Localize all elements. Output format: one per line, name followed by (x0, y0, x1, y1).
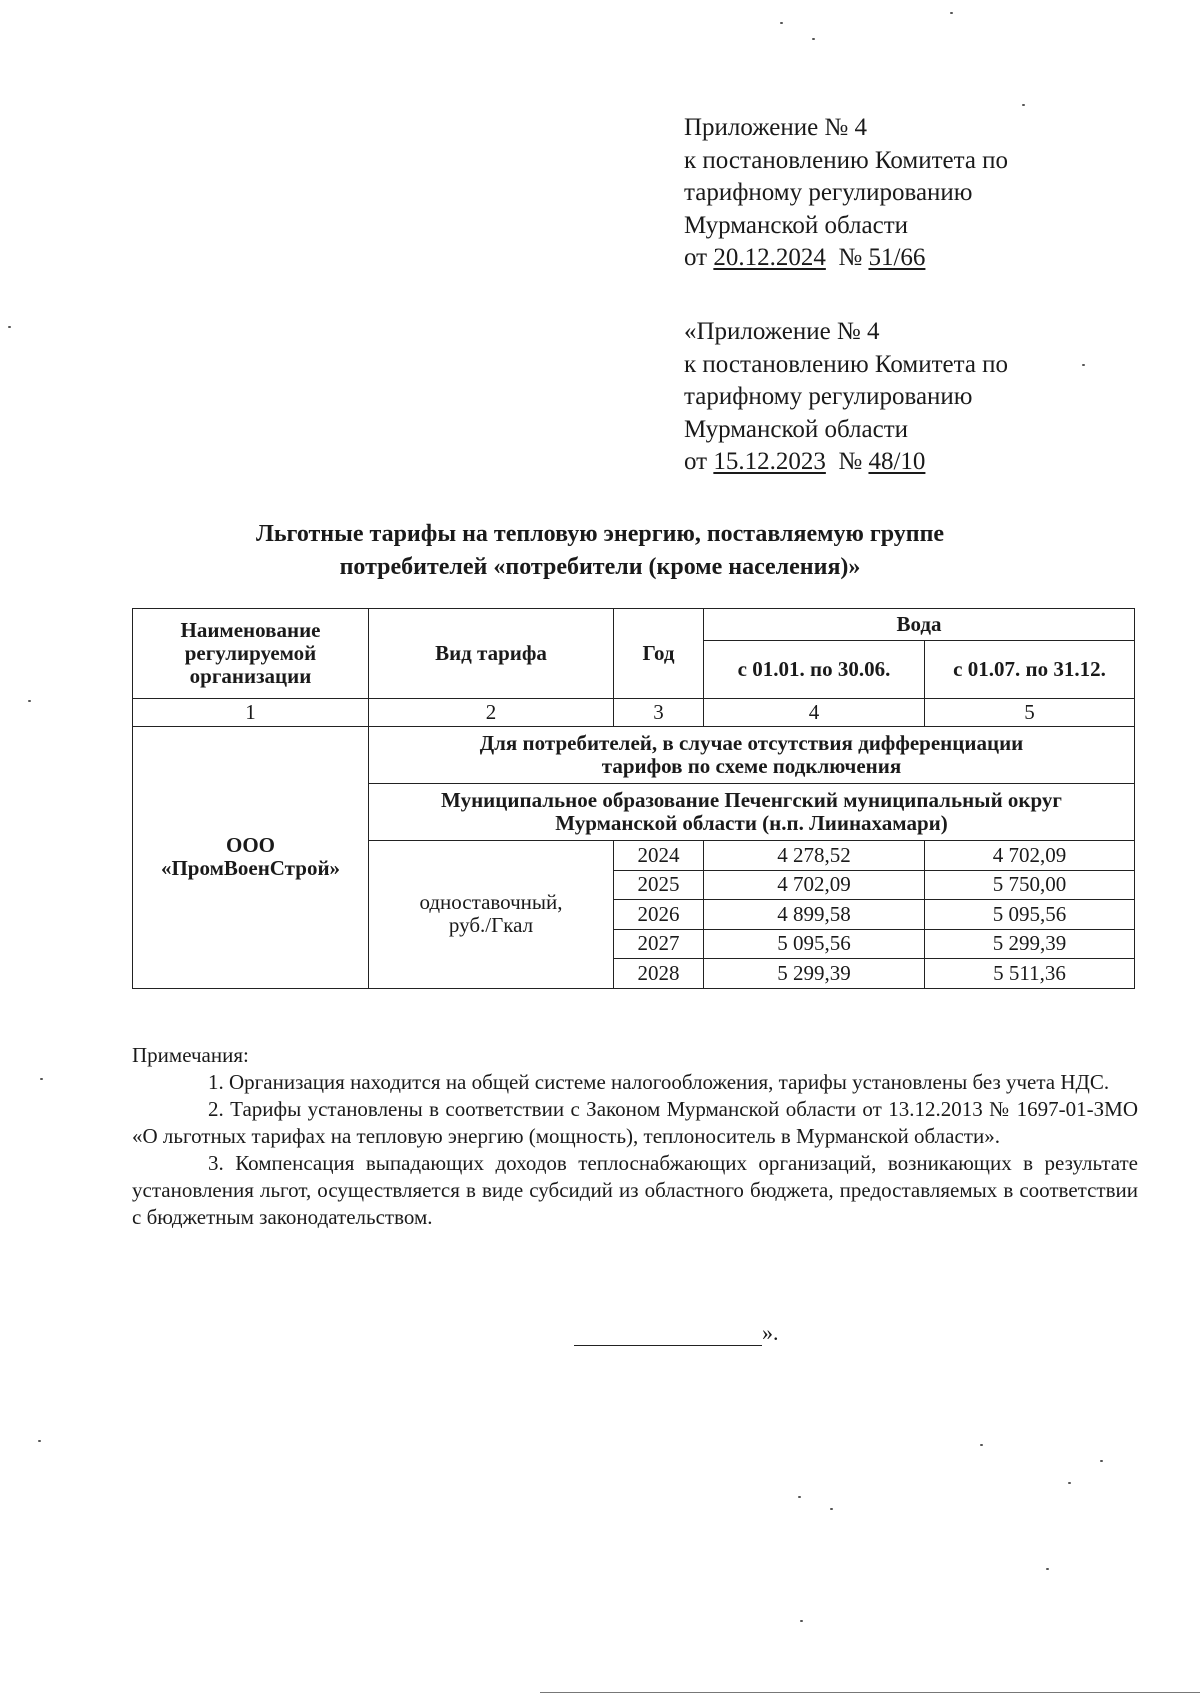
title-line-2: потребителей «потребители (кроме населения)» (339, 554, 861, 580)
decree-date: 15.12.2023 (713, 448, 826, 475)
scan-speck (38, 1440, 41, 1442)
note-item: 2. Тарифы установлены в соответствии с Законом Мурманской области от 13.12.2013 № 1697-01-ЗМО «О льготных тарифах на тепловую энергию (мощность), теплоноситель в Мурманской области». (132, 1097, 1138, 1148)
scan-speck (8, 326, 11, 328)
note-item: 3. Компенсация выпадающих доходов теплоснабжающих организаций, возникающих в результате установления льгот, осуществляется в виде субсидий из областного бюджета, предоставляемых в соответствии с бюджетным законодательством. (132, 1151, 1138, 1229)
tariff-period-2: 4 702,09 (925, 841, 1135, 871)
scan-speck (798, 1496, 801, 1498)
year-cell: 2025 (614, 870, 704, 900)
year-cell: 2026 (614, 900, 704, 930)
decree-number: 48/10 (868, 448, 926, 475)
header-org: Наименование регулируемой организации (133, 609, 369, 699)
appendix-line: к постановлению Комитета по (684, 146, 1009, 174)
header-water: Вода (704, 609, 1135, 641)
header-period-2: с 01.07. по 31.12. (925, 641, 1135, 699)
scan-speck (830, 1508, 833, 1510)
year-cell: 2024 (614, 841, 704, 871)
scan-speck (812, 38, 815, 40)
tariff-period-1: 4 278,52 (704, 841, 925, 871)
scan-speck (28, 700, 31, 702)
tariff-period-2: 5 299,39 (925, 929, 1135, 959)
scan-speck (800, 1620, 803, 1622)
closing-mark (574, 1320, 779, 1346)
scan-speck (950, 12, 953, 14)
title-line-1: Льготные тарифы на тепловую энергию, поставляемую группе (255, 521, 945, 547)
scan-edge-line (540, 1692, 1200, 1693)
scan-speck (40, 1078, 43, 1080)
tariff-type-line-1: одноставочный, (419, 890, 563, 915)
scan-speck (1100, 1460, 1103, 1462)
decree-number: 51/66 (868, 244, 926, 271)
note-item: 1. Организация находится на общей системе налогообложения, тарифы установлены без учета НДС. (208, 1070, 1110, 1094)
notes-section (132, 1042, 1138, 1231)
tariff-period-1: 4 899,58 (704, 900, 925, 930)
year-cell: 2027 (614, 929, 704, 959)
org-name-line-2: «ПромВоенСтрой» (160, 856, 341, 881)
section-line-1: Для потребителей, в случае отсутствия дифференциации (479, 731, 1024, 755)
appendix-line: тарифному регулированию (684, 179, 973, 206)
appendix-header-previous (684, 316, 1008, 479)
section-consumers (369, 727, 1135, 784)
col-number: 4 (704, 699, 925, 727)
tariff-period-2: 5 750,00 (925, 870, 1135, 900)
appendix-line: Мурманской области (684, 415, 909, 443)
document-title (130, 518, 1070, 584)
header-year: Год (614, 609, 704, 699)
decree-date: 20.12.2024 (713, 244, 826, 271)
scan-speck (1068, 1482, 1071, 1484)
appendix-line: Мурманской области (684, 211, 909, 239)
col-number: 2 (369, 699, 614, 727)
tariff-period-1: 5 095,56 (704, 929, 925, 959)
organization-cell (133, 727, 369, 989)
from-label: от (684, 244, 708, 271)
appendix-date-line (684, 242, 1008, 275)
appendix-title: «Приложение № 4 (684, 318, 880, 345)
tariff-period-1: 5 299,39 (704, 959, 925, 989)
number-sign: № (838, 448, 863, 475)
tariff-period-1: 4 702,09 (704, 870, 925, 900)
appendix-line: к постановлению Комитета по (684, 350, 1009, 378)
tariff-type-line-2: руб./Гкал (448, 913, 534, 938)
closing-quote: ». (762, 1320, 779, 1345)
scan-speck (780, 22, 783, 24)
section-municipality (369, 784, 1135, 841)
tariff-table (132, 608, 1135, 989)
notes-label: Примечания: (132, 1043, 249, 1067)
appendix-line: тарифному регулированию (684, 383, 973, 410)
col-number: 1 (133, 699, 369, 727)
tariff-period-2: 5 511,36 (925, 959, 1135, 989)
scan-speck (1022, 104, 1025, 106)
col-number: 3 (614, 699, 704, 727)
section-line-1: Муниципальное образование Печенгский муниципальный округ (441, 788, 1062, 812)
from-label: от (684, 448, 708, 475)
scan-speck (1046, 1568, 1049, 1570)
section-line-2: тарифов по схеме подключения (601, 754, 902, 778)
appendix-date-line (684, 446, 1008, 479)
year-cell: 2028 (614, 959, 704, 989)
number-sign: № (838, 244, 863, 271)
col-number: 5 (925, 699, 1135, 727)
scan-speck (980, 1444, 983, 1446)
tariff-period-2: 5 095,56 (925, 900, 1135, 930)
signature-line (574, 1325, 762, 1346)
scan-speck (1082, 364, 1085, 366)
section-line-2: Мурманской области (н.п. Лиинахамари) (555, 811, 948, 835)
header-period-1: с 01.01. по 30.06. (704, 641, 925, 699)
tariff-type-cell (369, 841, 614, 989)
header-tariff-type: Вид тарифа (369, 609, 614, 699)
appendix-header-current (684, 112, 1008, 275)
org-name-line-1: ООО (225, 833, 275, 858)
appendix-title: Приложение № 4 (684, 114, 868, 141)
